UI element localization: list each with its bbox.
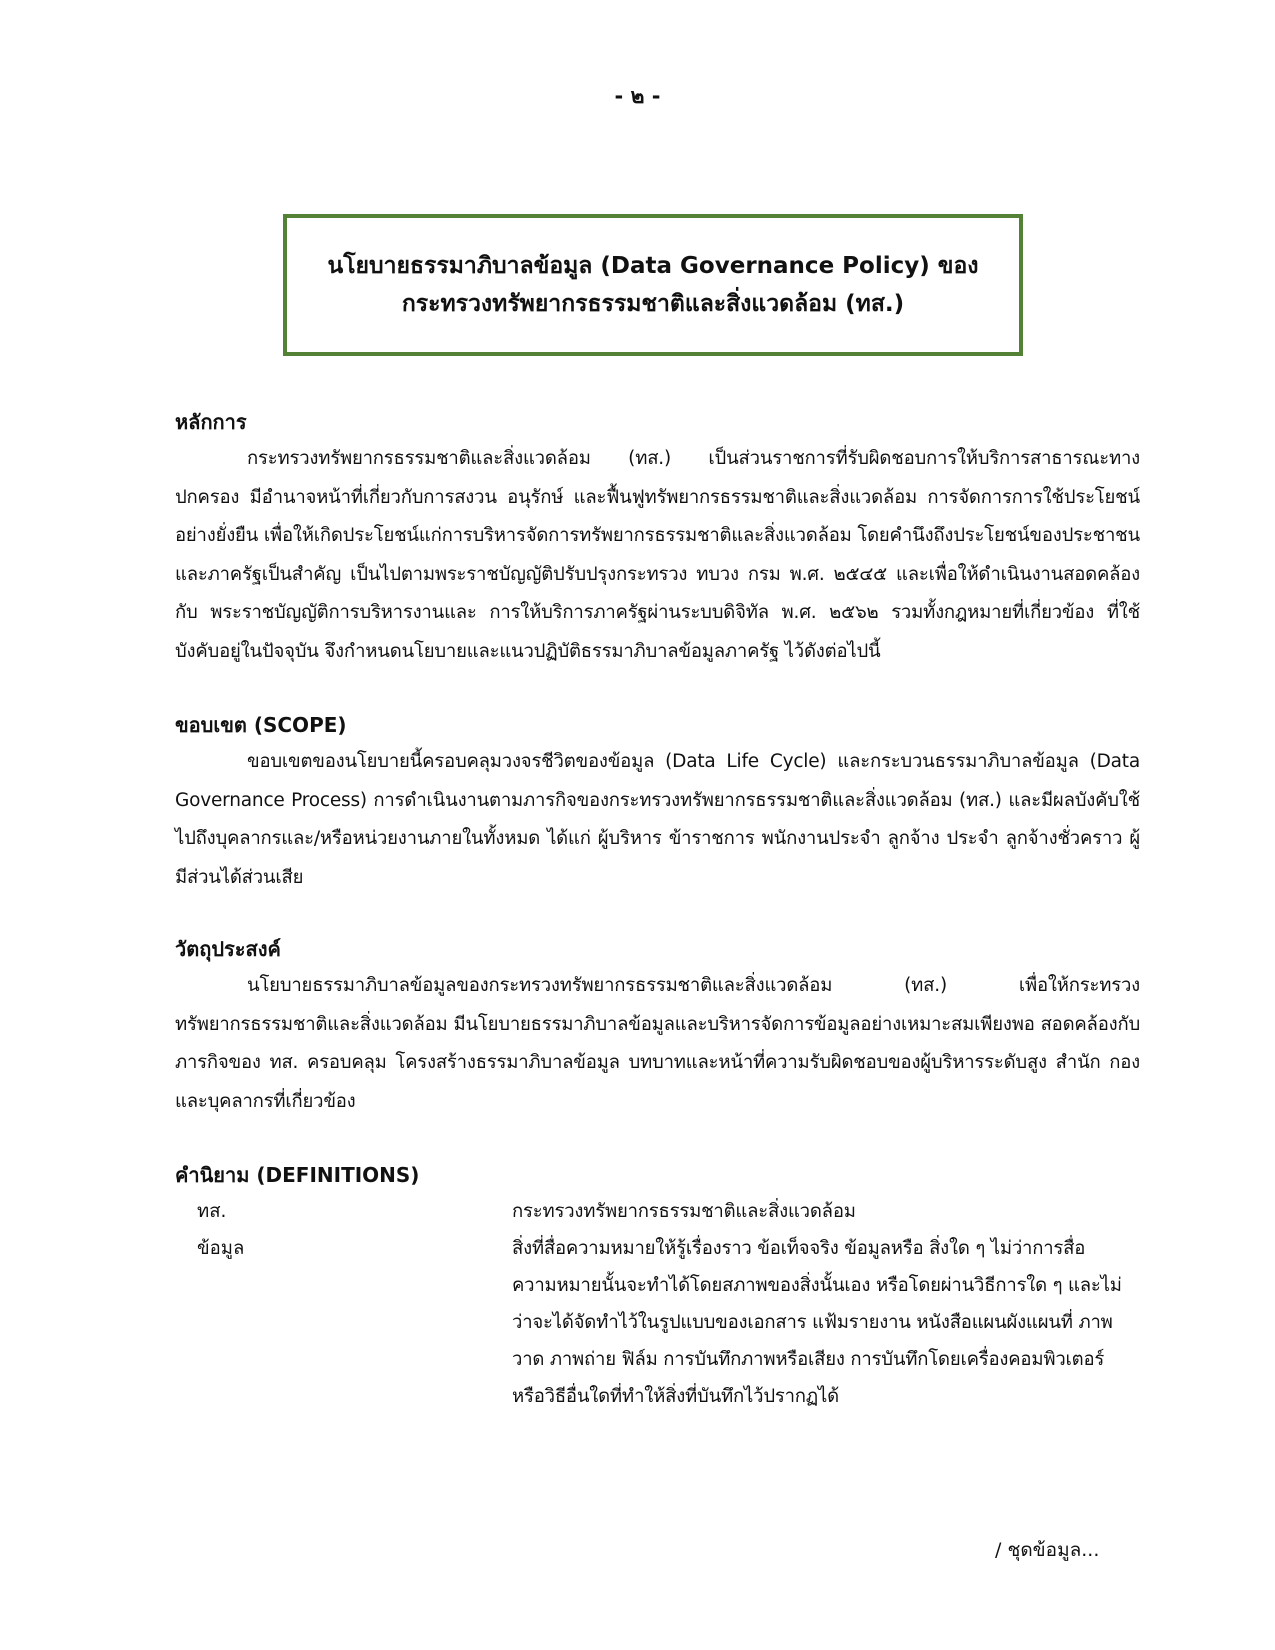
- section-heading-principles: หลักการ: [175, 410, 247, 434]
- paragraph-objectives: นโยบายธรรมาภิบาลข้อมูลของกระทรวงทรัพยากรธรรมชาติและสิ่งแวดล้อม (ทส.) เพื่อให้กระทรวงทรัพยากรธรรมชาติและสิ่งแวดล้อม มีนโยบายธรรมาภิบาลข้อมูลและบริหารจัดการข้อมูลอย่างเหมาะสมเพียงพอ สอดคล้องกับภารกิจของ ทส. ครอบคลุม โครงสร้างธรรมาภิบาลข้อมูล บทบาทและหน้าที่ความรับผิดชอบของผู้บริหารระดับสูง สำนัก กอง และบุคลากรที่เกี่ยวข้อง: [175, 975, 1140, 1112]
- definition-description: กระทรวงทรัพยากรธรรมชาติและสิ่งแวดล้อม: [512, 1201, 856, 1222]
- definition-term: ทส.: [197, 1201, 227, 1222]
- section-heading-objectives: วัตถุประสงค์: [175, 937, 281, 961]
- definition-description: สิ่งที่สื่อความหมายให้รู้เรื่องราว ข้อเท็จจริง ข้อมูลหรือ สิ่งใด ๆ ไม่ว่าการสื่อความหมายนั้นจะทำได้โดยสภาพของสิ่งนั้นเอง หรือโดยผ่านวิธีการใด ๆ และไม่ว่าจะได้จัดทำไว้ในรูปแบบของเอกสาร แฟ้มรายงาน หนังสือแผนผังแผนที่ ภาพวาด ภาพถ่าย ฟิล์ม การบันทึกภาพหรือเสียง การบันทึกโดยเครื่องคอมพิวเตอร์ หรือวิธีอื่นใดที่ทำให้สิ่งที่บันทึกไว้ปรากฏได้: [512, 1238, 1122, 1407]
- section-scope: [175, 707, 1140, 897]
- section-definitions: [175, 1157, 1140, 1415]
- page-number: - ๒ -: [614, 84, 661, 108]
- paragraph-scope: ขอบเขตของนโยบายนี้ครอบคลุมวงจรชีวิตของข้อมูล (Data Life Cycle) และกระบวนธรรมาภิบาลข้อมูล (Data Governance Process) การดำเนินงานตามภารกิจของกระทรวงทรัพยากรธรรมชาติและสิ่งแวดล้อม (ทส.) และมีผลบังคับใช้ไปถึงบุคลากรและ/หรือหน่วยงานภายในทั้งหมด ได้แก่ ผู้บริหาร ข้าราชการ พนักงานประจำ ลูกจ้าง ประจำ ลูกจ้างชั่วคราว ผู้มีส่วนได้ส่วนเสีย: [175, 751, 1140, 888]
- document-body: [175, 404, 1140, 1415]
- definition-row: [175, 1193, 1140, 1230]
- section-heading-scope: ขอบเขต (SCOPE): [175, 713, 347, 737]
- definition-row: [175, 1230, 1140, 1415]
- paragraph-principles: กระทรวงทรัพยากรธรรมชาติและสิ่งแวดล้อม (ทส.) เป็นส่วนราชการที่รับผิดชอบการให้บริการสาธารณะทางปกครอง มีอำนาจหน้าที่เกี่ยวกับการสงวน อนุรักษ์ และฟื้นฟูทรัพยากรธรรมชาติและสิ่งแวดล้อม การจัดการการใช้ประโยชน์อย่างยั่งยืน เพื่อให้เกิดประโยชน์แก่การบริหารจัดการทรัพยากรธรรมชาติและสิ่งแวดล้อม โดยคำนึงถึงประโยชน์ของประชาชนและภาครัฐเป็นสำคัญ เป็นไปตามพระราชบัญญัติปรับปรุงกระทรวง ทบวง กรม พ.ศ. ๒๕๔๕ และเพื่อให้ดำเนินงานสอดคล้องกับ พระราชบัญญัติการบริหารงานและ การให้บริการภาครัฐผ่านระบบดิจิทัล พ.ศ. ๒๕๖๒ รวมทั้งกฎหมายที่เกี่ยวข้อง ที่ใช้บังคับอยู่ในปัจจุบัน จึงกำหนดนโยบายและแนวปฏิบัติธรรมาภิบาลข้อมูลภาครัฐ ไว้ดังต่อไปนี้: [175, 448, 1140, 662]
- document-title-line-1: นโยบายธรรมาภิบาลข้อมูล (Data Governance Policy) ของ: [327, 253, 979, 279]
- document-title-line-2: กระทรวงทรัพยากรธรรมชาติและสิ่งแวดล้อม (ทส.): [401, 291, 905, 317]
- section-principles: [175, 404, 1140, 671]
- document-title-box: [283, 214, 1023, 356]
- section-objectives: [175, 931, 1140, 1121]
- section-heading-definitions: คำนิยาม (DEFINITIONS): [175, 1163, 420, 1187]
- definition-term: ข้อมูล: [197, 1238, 245, 1259]
- continuation-note: / ชุดข้อมูล...: [995, 1539, 1100, 1561]
